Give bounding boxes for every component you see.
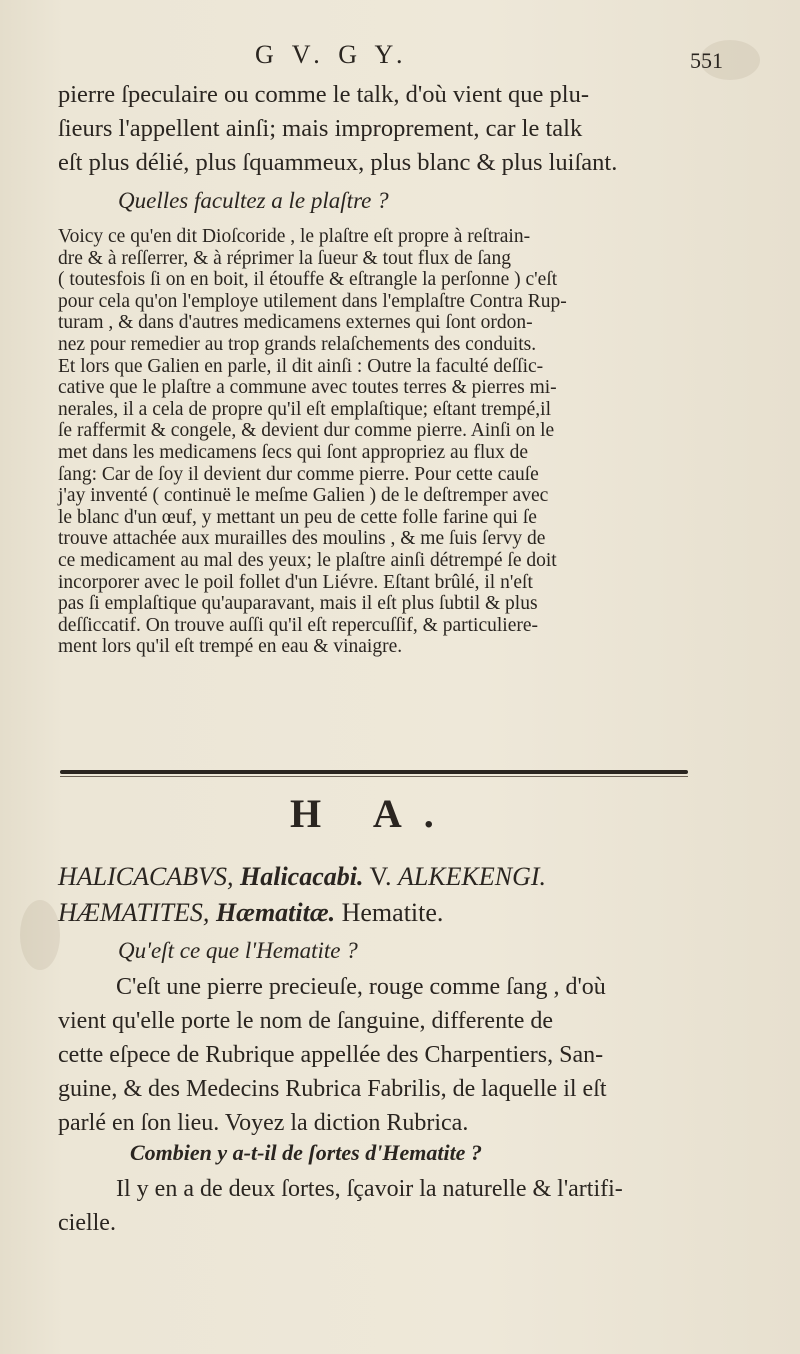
- section-rule: [60, 770, 688, 774]
- page-header: [0, 40, 800, 80]
- text-line: cative que le plaſtre a commune avec toutes terres & pierres mi-: [58, 377, 557, 399]
- text-line: eſt plus délié, plus ſquammeux, plus blanc & plus luiſant.: [58, 149, 618, 176]
- text-line: incorporer avec le poil follet d'un Liévre. Eſtant brûlé, il n'eſt: [58, 571, 533, 593]
- entry-term: HÆMATITES,: [58, 898, 210, 927]
- text-line: ſang: Car de ſoy il devient dur comme pierre. Pour cette cauſe: [58, 463, 539, 485]
- question-heading: Combien y a-t-il de ſortes d'Hematite ?: [130, 1140, 482, 1165]
- text-line: le blanc d'un œuf, y mettant un peu de cette folle farine qui ſe: [58, 506, 537, 528]
- section-rule-thin: [60, 776, 688, 777]
- entry-term: HALICACABVS,: [58, 862, 234, 891]
- entry-halicacabus: [58, 862, 546, 892]
- running-head: G V. G Y.: [255, 40, 409, 69]
- entry-latin: Hæmatitæ.: [215, 898, 336, 927]
- text-line: deſſiccatif. On trouve auſſi qu'il eſt repercuſſif, & particuliere-: [58, 614, 538, 636]
- page-number: 551: [690, 48, 723, 73]
- text-line: parlé en ſon lieu. Voyez la diction Rubrica.: [58, 1110, 469, 1136]
- question-heading: Quelles facultez a le plaſtre ?: [118, 188, 389, 213]
- text-line: met dans les medicamens ſecs qui ſont appropriez au flux de: [58, 441, 529, 463]
- text-line: pour cela qu'on l'employe utilement dans l'emplaſtre Contra Rup-: [58, 290, 567, 312]
- text-line: nerales, il a cela de propre qu'il eſt emplaſtique; eſtant trempé,il: [58, 398, 551, 420]
- text-line: ſieurs l'appellent ainſi; mais improprement, car le talk: [58, 115, 583, 142]
- section-letter: H A.: [290, 791, 456, 836]
- text-line: pas ſi emplaſtique qu'auparavant, mais il eſt plus ſubtil & plus: [58, 593, 538, 615]
- text-line: trouve attachée aux murailles des moulins , & me ſuis ſervy de: [58, 528, 546, 550]
- entry-see: ALKEKENGI.: [397, 862, 547, 891]
- entry-latin: Halicacabi.: [240, 862, 364, 891]
- text-line: pierre ſpeculaire ou comme le talk, d'où vient que plu-: [58, 81, 589, 108]
- plaster-paragraph: [58, 226, 748, 658]
- paper-stain: [20, 900, 60, 970]
- text-line: dre & à reſſerrer, & à réprimer la ſueur & tout flux de ſang: [58, 247, 511, 269]
- text-line: ce medicament au mal des yeux; le plaſtre ainſi détrempé ſe doit: [58, 549, 557, 571]
- entry-french: Hematite.: [341, 898, 444, 927]
- text-line: Et lors que Galien en parle, il dit ainſi : Outre la faculté deſſic-: [58, 355, 544, 377]
- hematite-paragraph: [58, 970, 607, 1140]
- text-line: ment lors qu'il eſt trempé en eau & vinaigre.: [58, 636, 403, 658]
- text-line: vient qu'elle porte le nom de ſanguine, differente de: [58, 1008, 554, 1034]
- text-line: guine, & des Medecins Rubrica Fabrilis, de laquelle il eſt: [58, 1076, 607, 1102]
- text-line: nez pour remedier au trop grands relaſchements des conduits.: [58, 333, 537, 355]
- text-line: turam , & dans d'autres medicamens externes qui ſont ordon-: [58, 312, 533, 334]
- text-line: cielle.: [58, 1210, 116, 1236]
- text-line: ( toutesfois ſi on en boit, il étouffe & eſtrangle la perſonne ) c'eſt: [58, 269, 558, 291]
- text-line: j'ay inventé ( continuë le meſme Galien ) de le deſtremper avec: [58, 485, 549, 507]
- kinds-paragraph: [58, 1172, 623, 1240]
- entry-ref: V.: [369, 862, 392, 891]
- talc-paragraph: [58, 78, 617, 180]
- text-line: C'eſt une pierre precieuſe, rouge comme ſang , d'où: [116, 974, 606, 1000]
- text-line: Voicy ce qu'en dit Dioſcoride , le plaſtre eſt propre à reſtrain-: [58, 226, 531, 247]
- entry-haematites: [58, 898, 443, 928]
- text-line: cette eſpece de Rubrique appellée des Charpentiers, San-: [58, 1042, 604, 1068]
- text-line: Il y en a de deux ſortes, ſçavoir la naturelle & l'artifi-: [116, 1176, 623, 1202]
- question-heading: Qu'eſt ce que l'Hematite ?: [118, 938, 358, 963]
- text-line: ſe raffermit & congele, & devient dur comme pierre. Ainſi on le: [58, 420, 555, 442]
